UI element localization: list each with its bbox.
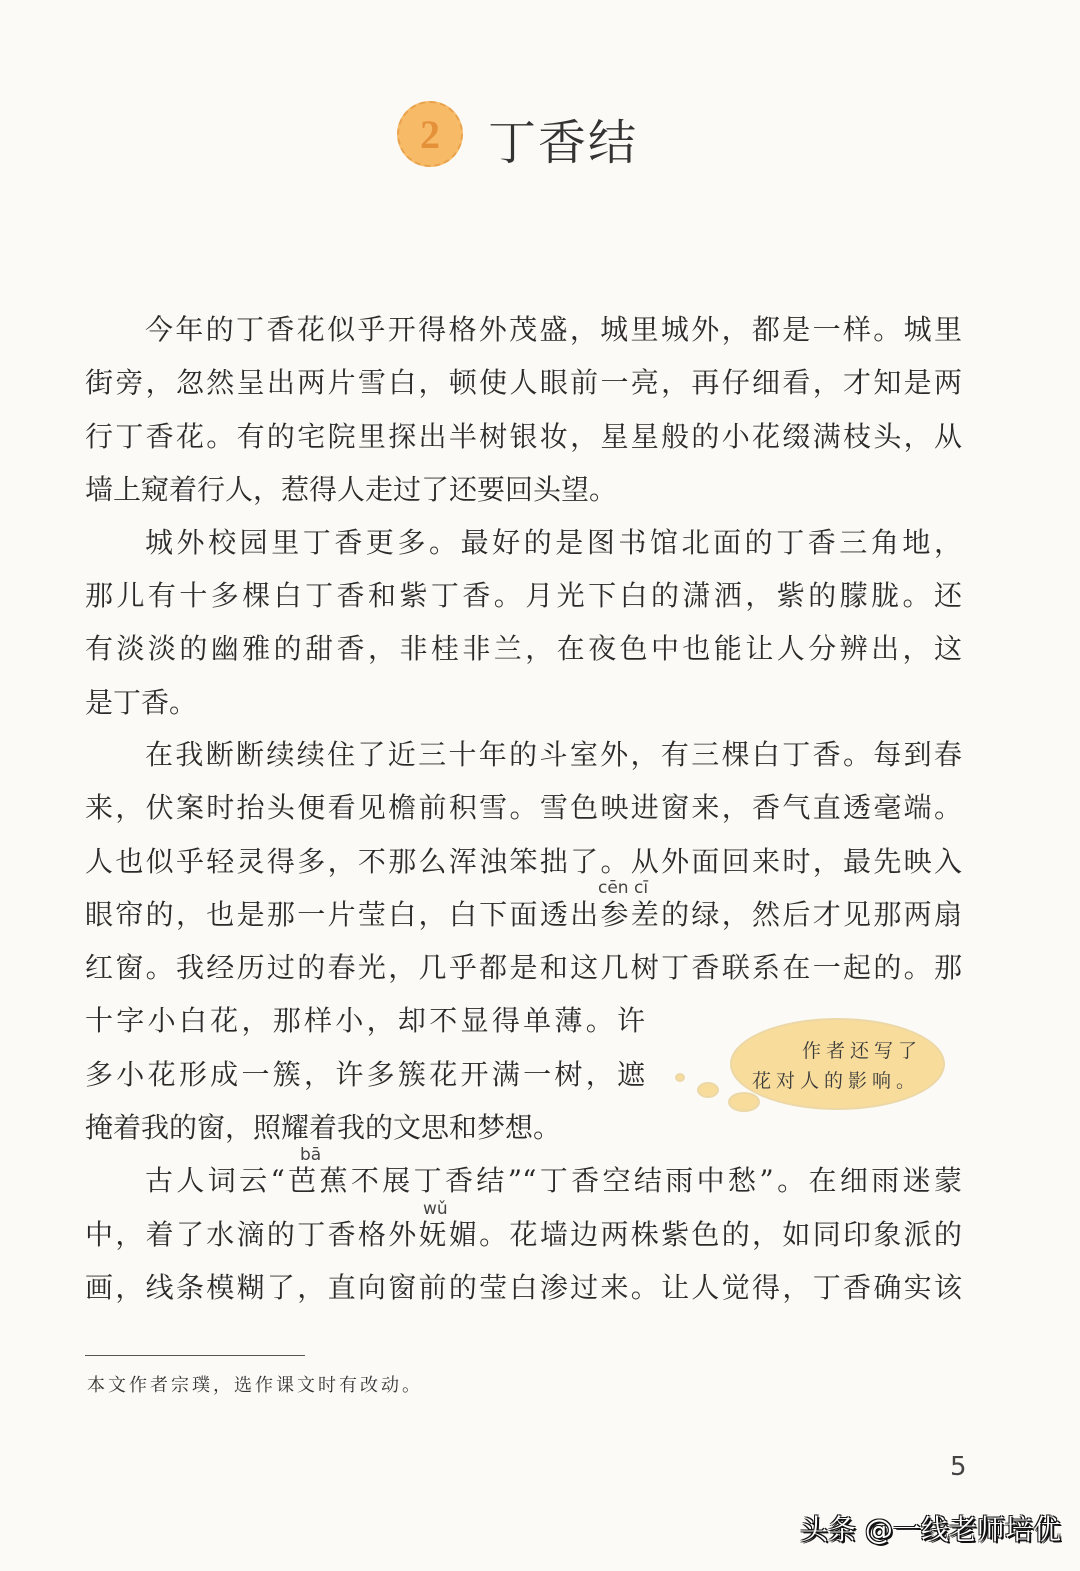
footnote-divider: [85, 1355, 305, 1356]
text-line: 在我断断续续住了近三十年的斗室外，有三棵白丁香。每到春: [145, 738, 962, 771]
thought-dot: [697, 1082, 719, 1098]
text-line: 有淡淡的幽雅的甜香，非桂非兰，在夜色中也能让人分辨出，这: [85, 632, 962, 665]
text-line: 眼帘的，也是那一片莹白，白下面透出参差的绿，然后才见那两扇: [85, 898, 962, 931]
pinyin-cenci: cēn cī: [598, 878, 649, 898]
pinyin-ba: bā: [300, 1145, 322, 1165]
text-line: 画，线条模糊了，直向窗前的莹白渗过来。让人觉得，丁香确实该: [85, 1271, 962, 1304]
lesson-number-badge: [397, 101, 463, 167]
text-line: 中，着了水滴的丁香格外妩媚。花墙边两株紫色的，如同印象派的: [85, 1218, 962, 1251]
text-line: 十字小白花，那样小，却不显得单薄。许: [85, 1004, 645, 1037]
lesson-title: 丁香结: [488, 115, 639, 171]
text-line: 那儿有十多棵白丁香和紫丁香。月光下白的潇洒，紫的朦胧。还: [85, 579, 962, 612]
footnote: 本文作者宗璞，选作课文时有改动。: [87, 1375, 423, 1396]
lesson-number: 2: [420, 111, 440, 157]
text-line: 是丁香。: [85, 686, 198, 719]
text-line: 街旁，忽然呈出两片雪白，顿使人眼前一亮，再仔细看，才知是两: [85, 366, 962, 399]
text-line: 来，伏案时抬头便看见檐前积雪。雪色映进窗来，香气直透毫端。: [85, 791, 962, 824]
text-line: 古人词云“芭蕉不展丁香结”“丁香空结雨中愁”。在细雨迷蒙: [145, 1164, 962, 1197]
watermark: 头条 @一线老师培优: [800, 1513, 1061, 1546]
text-line: 行丁香花。有的宅院里探出半树银妆，星星般的小花缀满枝头，从: [85, 420, 962, 453]
thought-dot: [728, 1092, 760, 1112]
text-line: 今年的丁香花似乎开得格外茂盛，城里城外，都是一样。城里: [145, 313, 962, 346]
text-line: 人也似乎轻灵得多，不那么浑浊笨拙了。从外面回来时，最先映入: [85, 845, 962, 878]
thought-dot: [675, 1073, 685, 1082]
text-line: 墙上窥着行人，惹得人走过了还要回头望。: [85, 473, 618, 506]
pinyin-wu: wǔ: [423, 1199, 448, 1219]
text-line: 城外校园里丁香更多。最好的是图书馆北面的丁香三角地，: [145, 526, 962, 559]
text-line: 掩着我的窗，照耀着我的文思和梦想。: [85, 1111, 562, 1144]
callout-bubble: [730, 1018, 945, 1110]
text-line: 多小花形成一簇，许多簇花开满一树，遮: [85, 1058, 645, 1091]
callout-line-2: 花对人的影响。: [752, 1070, 921, 1092]
text-line: 红窗。我经历过的春光，几乎都是和这几树丁香联系在一起的。那: [85, 951, 962, 984]
callout-line-1: 作者还写了: [802, 1040, 923, 1062]
page-number: 5: [950, 1452, 967, 1482]
